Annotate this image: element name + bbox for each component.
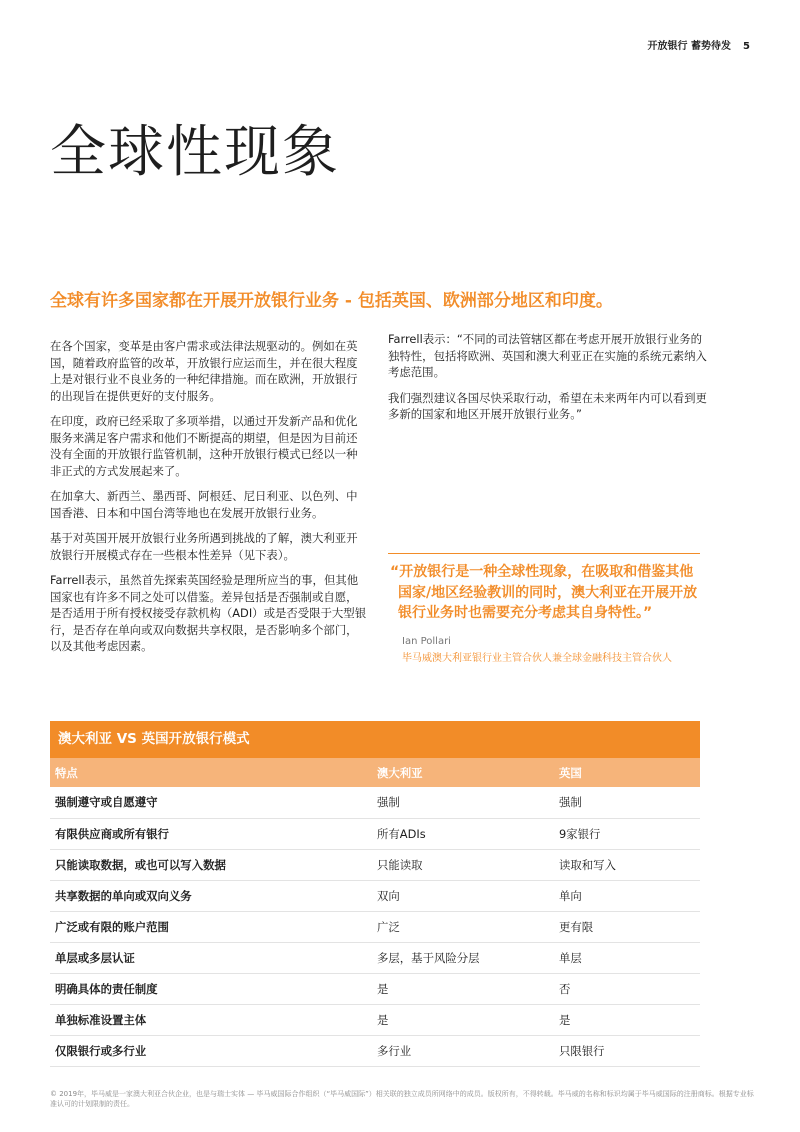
table-cell: 是: [554, 1004, 700, 1035]
table-row: [50, 787, 700, 818]
right-column: [388, 331, 708, 432]
table-row: [50, 911, 700, 942]
table-cell: 是: [372, 1004, 554, 1035]
paragraph: Farrell表示，虽然首先探索英国经验是理所应当的事，但其他国家也有许多不同之处可以借鉴。差异包括是否强制或自愿，是否适用于所有授权接受存款机构（ADI）或是否受限于大型银行，是否存在单向或双向数据共享权限，是否影响多个部门，以及其他考虑因素。: [50, 573, 367, 653]
table-cell: 读取和写入: [554, 849, 700, 880]
table-cell: 广泛: [372, 911, 554, 942]
pull-quote: [388, 553, 700, 664]
page-number: 5: [743, 41, 750, 52]
column-header: 澳大利亚: [372, 758, 554, 787]
table-cell: 更有限: [554, 911, 700, 942]
paragraph: Farrell表示：“不同的司法管辖区都在考虑开展开放银行业务的独特性，包括将欧洲、英国和澳大利亚正在实施的系统元素纳入考虑范围。: [388, 332, 707, 379]
table-cell: 单层: [554, 942, 700, 973]
table-cell: 单独标准设置主体: [50, 1004, 372, 1035]
quote-author: Ian Pollari: [402, 635, 451, 647]
table-title: 澳大利亚 VS 英国开放银行模式: [50, 721, 700, 758]
quote-role: 毕马威澳大利亚银行业主管合伙人兼全球金融科技主管合伙人: [402, 652, 672, 664]
paragraph: 我们强烈建议各国尽快采取行动，希望在未来两年内可以看到更多新的国家和地区开展开放银行业务。”: [388, 390, 707, 421]
table-row: [50, 880, 700, 911]
table: [50, 758, 700, 1067]
table-cell: 只能读取: [372, 849, 554, 880]
page-title: 全球性现象: [50, 120, 340, 185]
table-row: [50, 1004, 700, 1035]
paragraph: 基于对英国开展开放银行业务所遇到挑战的了解，澳大利亚开放银行开展模式存在一些根本性差异（见下表）。: [50, 531, 358, 562]
subtitle: 全球有许多国家都在开展开放银行业务 - 包括英国、欧洲部分地区和印度。: [50, 291, 613, 311]
column-header: 特点: [50, 758, 372, 787]
left-column: [50, 338, 368, 664]
table-cell: 9家银行: [554, 818, 700, 849]
table-cell: 共享数据的单向或双向义务: [50, 880, 372, 911]
table-cell: 强制: [372, 787, 554, 818]
column-header: 英国: [554, 758, 700, 787]
table-cell: 有限供应商或所有银行: [50, 818, 372, 849]
table-cell: 双向: [372, 880, 554, 911]
table-cell: 仅限银行或多行业: [50, 1035, 372, 1066]
paragraph: 在各个国家，变革是由客户需求或法律法规驱动的。例如在英国，随着政府监管的改革，开放银行应运而生，并在很大程度上是对银行业不良业务的一种纪律措施。而在欧洲，开放银行的出现旨在提供更好的支付服务。: [50, 339, 358, 403]
table-cell: 单向: [554, 880, 700, 911]
paragraph: 在印度，政府已经采取了多项举措，以通过开发新产品和优化服务来满足客户需求和他们不断提高的期望，但是因为目前还没有全面的开放银行监管机制，这种开放银行模式已经以一种非正式的方式发展起来了。: [50, 414, 358, 478]
comparison-table: [50, 721, 700, 1067]
table-cell: 多层，基于风险分层: [372, 942, 554, 973]
table-cell: 单层或多层认证: [50, 942, 372, 973]
header-title: 开放银行 蓄势待发: [647, 41, 732, 52]
table-row: [50, 973, 700, 1004]
table-cell: 多行业: [372, 1035, 554, 1066]
table-cell: 强制: [554, 787, 700, 818]
table-cell: 只限银行: [554, 1035, 700, 1066]
quote-text: “开放银行是一种全球性现象，在吸取和借鉴其他国家/地区经验教训的同时，澳大利亚在开展开放银行业务时也需要充分考虑其自身特性。”: [390, 564, 698, 621]
table-cell: 只能读取数据，或也可以写入数据: [50, 849, 372, 880]
table-cell: 是: [372, 973, 554, 1004]
paragraph: 在加拿大、新西兰、墨西哥、阿根廷、尼日利亚、以色列、中国香港、日本和中国台湾等地也在发展开放银行业务。: [50, 489, 358, 520]
table-cell: 广泛或有限的账户范围: [50, 911, 372, 942]
page-header: [648, 37, 750, 52]
table-row: [50, 942, 700, 973]
table-row: [50, 818, 700, 849]
table-row: [50, 849, 700, 880]
table-row: [50, 1035, 700, 1066]
table-cell: 强制遵守或自愿遵守: [50, 787, 372, 818]
table-header-row: [50, 758, 700, 787]
footer-disclaimer: © 2019年，毕马威是一家澳大利亚合伙企业，也是与瑞士实体 — 毕马威国际合作组织（“毕马威国际”）相关联的独立成员所网络中的成员。版权所有，不得转载。毕马威的名称和标识均属于毕马威国际的注册商标。根据专业标准认可的计划限制的责任。: [50, 1090, 754, 1108]
table-cell: 否: [554, 973, 700, 1004]
table-cell: 所有ADIs: [372, 818, 554, 849]
table-cell: 明确具体的责任制度: [50, 973, 372, 1004]
